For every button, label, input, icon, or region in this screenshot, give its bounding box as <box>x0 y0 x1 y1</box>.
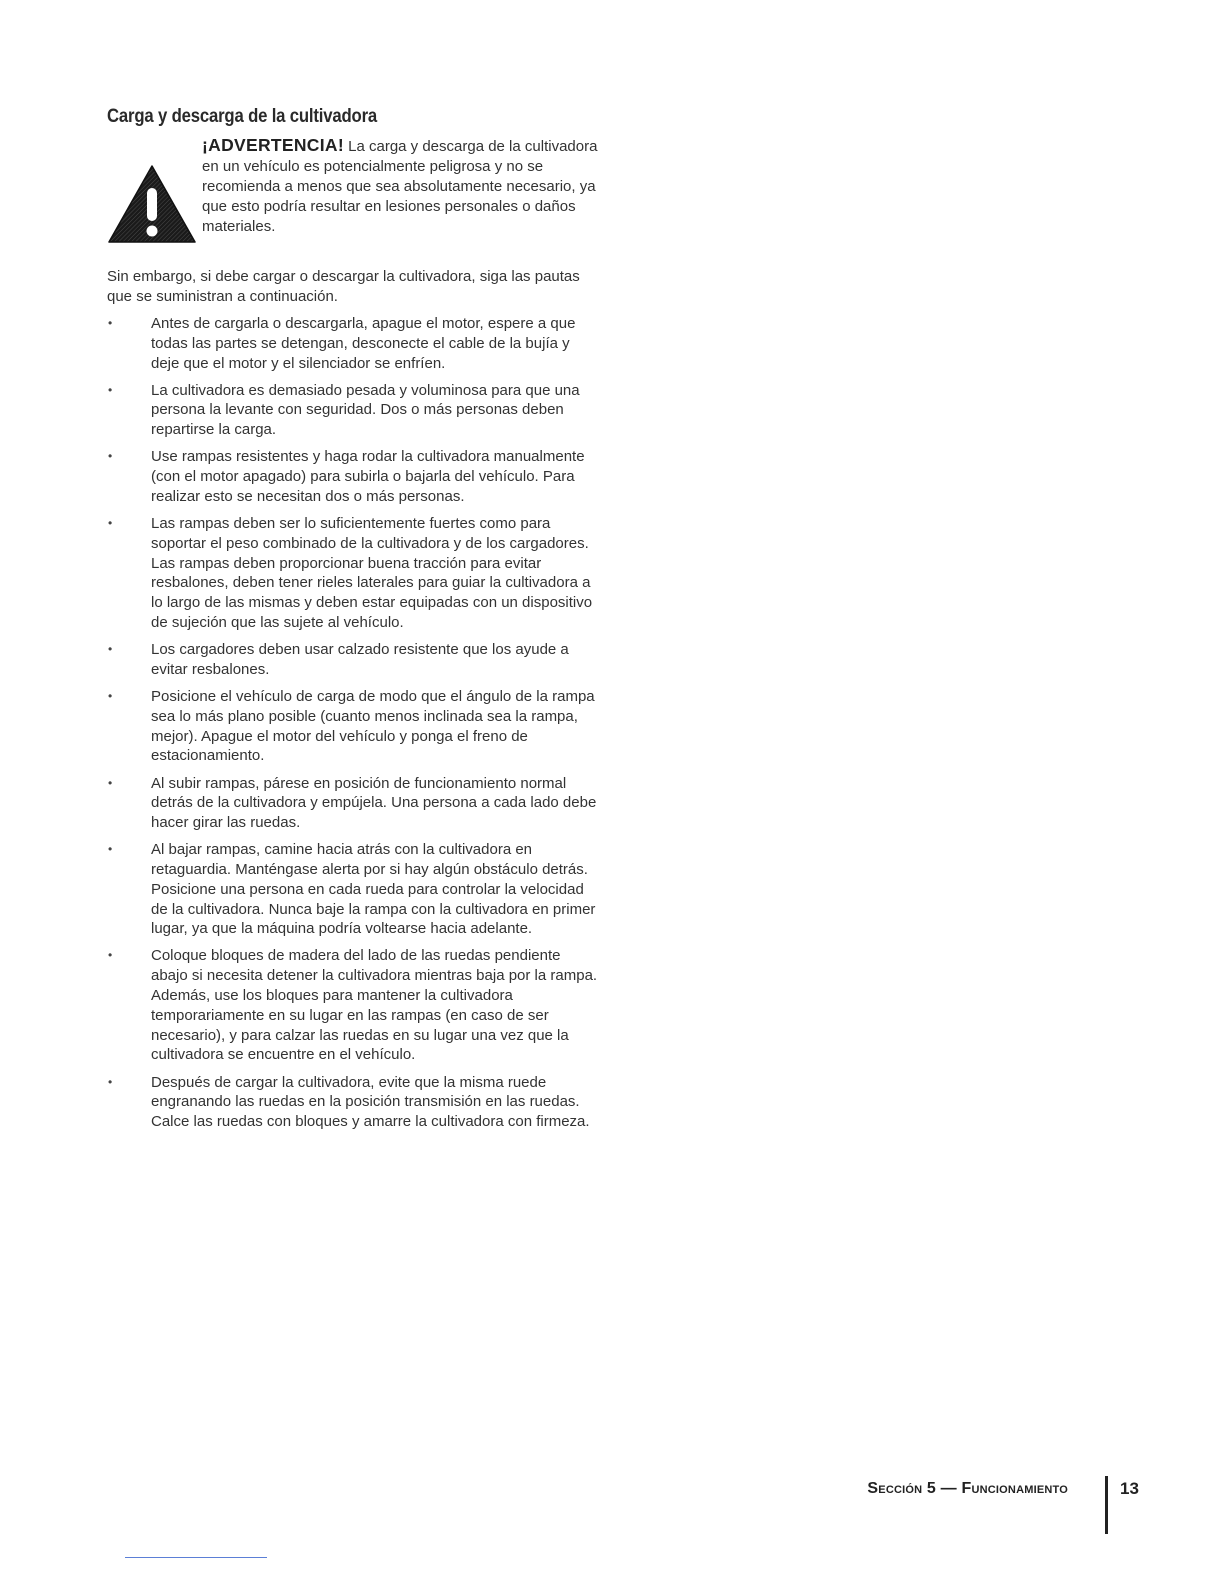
footer-section-label: Sección 5 — Funcionamiento <box>867 1480 1068 1497</box>
warning-body: La carga y descarga de la cultivadora en un vehículo es potencialmente peligrosa y no se recomienda a menos que sea absolutamente necesario, ya que esto podría resultar en lesiones personales o daños materiales. <box>202 138 598 235</box>
list-item-text: Al bajar rampas, camine hacia atrás con la cultivadora en retaguardia. Manténgase alerta por si hay algún obstáculo detrás. Posicione una persona en cada rueda para controlar la velocidad de la cultivadora. Nunca baje la rampa con la cultivadora en primer lugar, ya que la máquina podría voltearse hacia adelante. <box>151 841 596 938</box>
list-item-text: Después de cargar la cultivadora, evite que la misma ruede engranando las ruedas en la posición transmisión en las ruedas. Calce las ruedas con bloques y amarre la cultivadora con firmeza. <box>151 1073 590 1131</box>
list-item <box>107 687 599 766</box>
list-item-text: Al subir rampas, párese en posición de funcionamiento normal detrás de la cultivadora y empújela. Una persona a cada lado debe hacer girar las ruedas. <box>151 774 597 832</box>
intro-paragraph: Sin embargo, si debe cargar o descargar la cultivadora, siga las pautas que se suministran a continuación. <box>107 268 580 305</box>
bullet-icon: • <box>108 689 113 704</box>
list-item <box>107 640 599 680</box>
list-item-text: Las rampas deben ser lo suficientemente fuertes como para soportar el peso combinado de la cultivadora y de los cargadores. Las rampas deben proporcionar buena tracción para evitar resbalones, deben tener rieles laterales para guiar la cultivadora a lo largo de las mismas y deben estar equipadas con un dispositivo de sujeción que las sujete al vehículo. <box>151 515 593 632</box>
bullet-icon: • <box>108 382 113 397</box>
list-item-text: La cultivadora es demasiado pesada y voluminosa para que una persona la levante con seguridad. Dos o más personas deben repartirse la carga. <box>151 381 580 439</box>
bullet-icon: • <box>108 775 113 790</box>
list-item-text: Posicione el vehículo de carga de modo que el ángulo de la rampa sea lo más plano posible (cuanto menos inclinada sea la rampa, mejor). Apague el motor del vehículo y ponga el freno de estacionamiento. <box>151 688 595 765</box>
bullet-icon: • <box>108 316 113 330</box>
page-footer <box>700 1476 1180 1536</box>
list-item-text: Use rampas resistentes y haga rodar la cultivadora manualmente (con el motor apagado) para subirla o bajarla del vehículo. Para realizar esto se necesitan dos o más personas. <box>151 448 585 505</box>
bullet-icon: • <box>108 449 113 464</box>
list-item <box>107 840 599 939</box>
list-item <box>107 447 599 506</box>
list-item <box>107 514 599 633</box>
list-item-text: Los cargadores deben usar calzado resistente que los ayude a evitar resbalones. <box>151 641 569 678</box>
bullet-icon: • <box>108 516 113 531</box>
warning-text-block <box>202 135 599 237</box>
section-title: Carga y descarga de la cultivadora <box>107 106 378 127</box>
list-item <box>107 774 599 833</box>
page-number: 13 <box>1120 1479 1139 1498</box>
list-item <box>107 1073 599 1132</box>
list-item <box>107 381 599 440</box>
warning-block <box>107 134 599 262</box>
page-content <box>107 106 599 1139</box>
bullet-icon: • <box>108 948 113 963</box>
guidelines-list <box>107 314 599 1132</box>
list-item-text: Coloque bloques de madera del lado de las ruedas pendiente abajo si necesita detener la cultivadora mientras baja por la rampa. Además, use los bloques para mantener la cultivadora temporariamente en su lugar en las rampas (en caso de ser necesario), y para calzar las ruedas en su lugar una vez que la cultivadora se encuentre en el vehículo. <box>151 947 598 1064</box>
warning-heading: ¡ADVERTENCIA! <box>202 135 344 155</box>
list-item-text: Antes de cargarla o descargarla, apague el motor, espere a que todas las partes se detengan, desconecte el cable de la bujía y deje que el motor y el silenciador se enfríen. <box>151 315 576 372</box>
bullet-icon: • <box>108 1074 113 1089</box>
footer-divider <box>1105 1476 1108 1534</box>
bottom-divider <box>125 1557 267 1558</box>
warning-triangle-icon <box>107 164 197 244</box>
bullet-icon: • <box>108 842 113 857</box>
bullet-icon: • <box>108 642 113 657</box>
list-item <box>107 946 599 1065</box>
list-item <box>107 314 599 373</box>
